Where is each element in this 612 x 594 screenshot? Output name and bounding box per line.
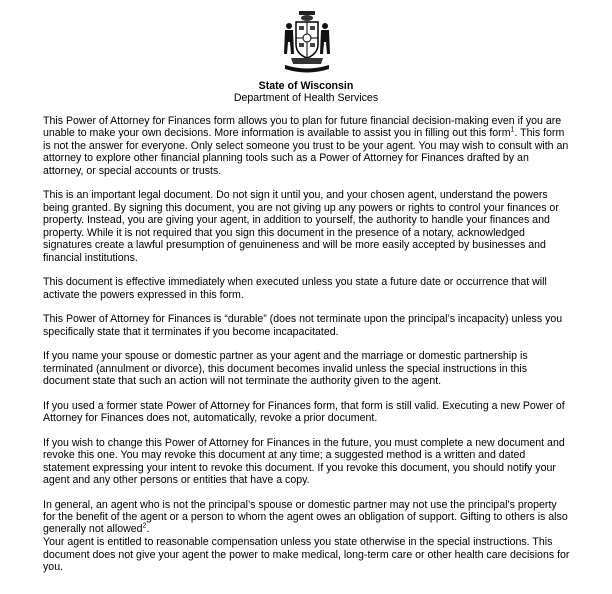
- document-header: [0, 80, 612, 104]
- paragraph-spouse-agent: If you name your spouse or domestic partner as your agent and the marriage or domestic partnership is terminated (annulment or divorce), this document becomes invalid unless the special instructions in this document state that such an action will not terminate the authority given to the agent.: [43, 350, 528, 388]
- paragraph-revoke: If you wish to change this Power of Attorney for Finances in the future, you must complete a new document and revoke this one. You may revoke this document at any time; a suggested method is a written and dated statement expressing your intent to revoke this document. If you revoke this document, you should notify your agent and any other persons or entities that have a copy.: [43, 436, 565, 486]
- document-body: [43, 115, 571, 586]
- paragraph-legal-document: This is an important legal document. Do not sign it until you, and your chosen agent, understand the powers being granted. By signing this document, you are not giving up any powers or rights to control your finances or property. Instead, you are giving your agent, in addition to yourself, the authority to handle your finances and property. While it is not required that you sign this document in the presence of a notary, acknowledged signatures create a lawful presumption of genuineness and will be more easily accepted by businesses and financial institutions.: [43, 189, 559, 264]
- paragraph-compensation: Your agent is entitled to reasonable compensation unless you state otherwise in the special instructions. This document does not give your agent the power to make medical, long-term care or other health care decisions for you.: [43, 536, 570, 574]
- state-title: State of Wisconsin: [258, 80, 354, 92]
- paragraph-effective-date: This document is effective immediately when executed unless you state a future date or occurrence that will activate the powers expressed in this form.: [43, 276, 547, 301]
- paragraph-intro: This Power of Attorney for Finances form allows you to plan for future financial decision-making even if you are unable to make your own decisions. More information is available to assist you in filling out this form$^1$. This form is not the answer for everyone. Only select someone you trust to be your agent. You may wish to consult with an attorney to explore other financial planning tools such as a Power of Attorney for Finances drafted by an attorney, or special accounts or trusts.: [43, 115, 569, 177]
- paragraph-former-form: If you used a former state Power of Attorney for Finances form, that form is still valid. Executing a new Power of Attorney for Finances does not, automatically, revoke a prior document.: [43, 399, 565, 425]
- department-title: Department of Health Services: [233, 92, 379, 104]
- paragraph-durable: This Power of Attorney for Finances is “durable” (does not terminate upon the principal’s incapacity) unless you specifically state that it terminates if you become incapacitated.: [43, 313, 563, 338]
- paragraph-agent-property: In general, an agent who is not the principal’s spouse or domestic partner may not use the principal’s property for the benefit of the agent or a person to whom the agent owes an obligation of support. Gifting to others is also generally not allowed$^2$.: [43, 498, 568, 536]
- footnote-ref-2: 2: [142, 522, 147, 530]
- footnote-ref-1: 1: [510, 126, 515, 134]
- wisconsin-state-seal-icon: [277, 10, 337, 76]
